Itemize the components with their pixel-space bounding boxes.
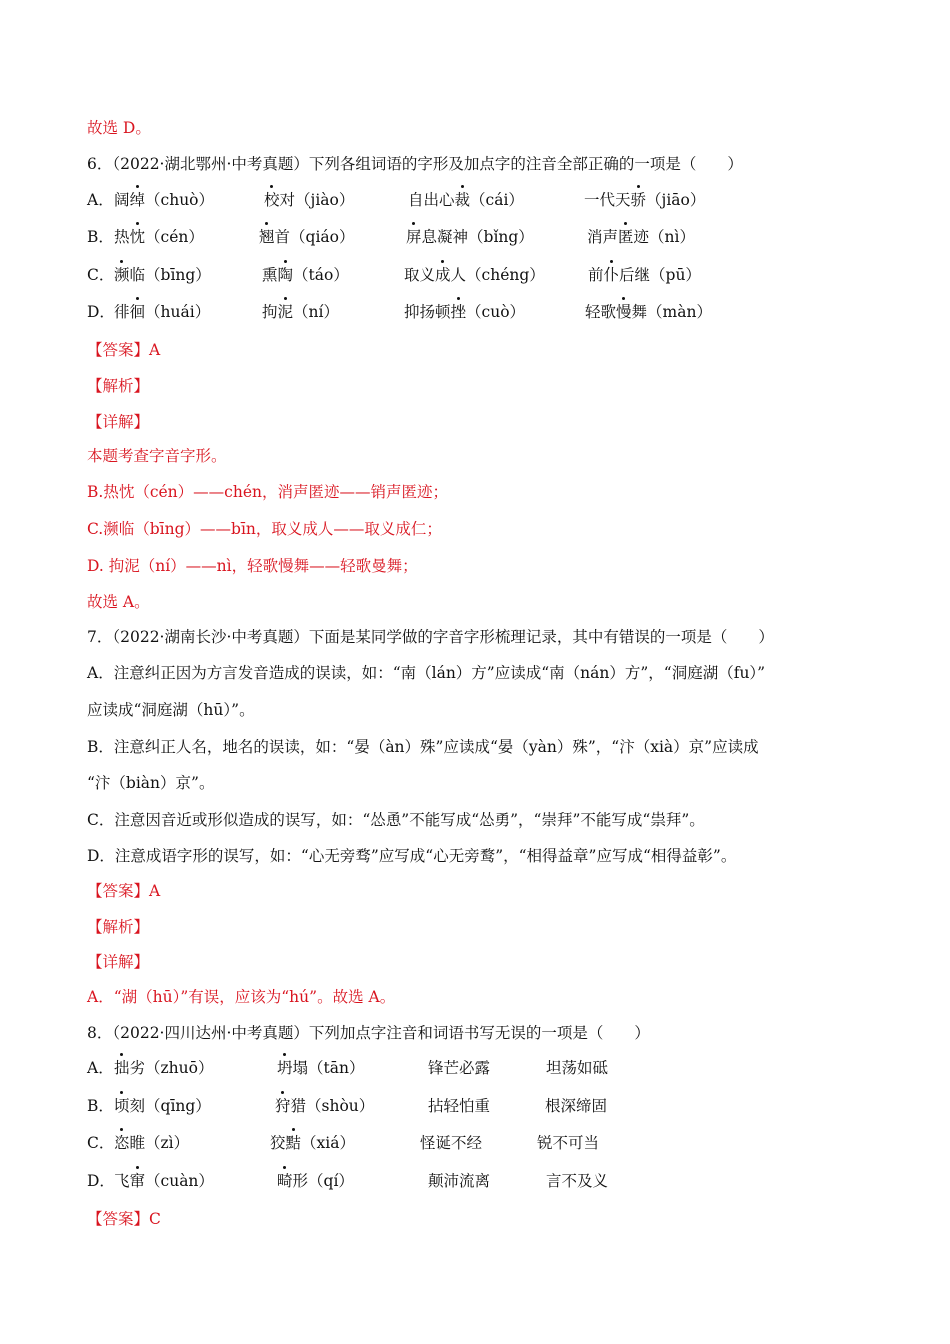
option-text: 塌（tān） [292, 1059, 365, 1077]
option-item [545, 1096, 607, 1116]
dotted-character: 徊 [129, 303, 146, 321]
option-text: 对（jiào） [279, 191, 355, 209]
dotted-character: 匿 [618, 228, 634, 246]
dotted-character: 狩 [275, 1097, 291, 1115]
q7-option-line: 应读成“洞庭湖（hū）”。 [87, 701, 255, 719]
dotted-character: 屏 [406, 228, 422, 246]
option-text: 热 [114, 228, 130, 246]
q7-analysis-tag: 【解析】 [87, 918, 150, 936]
option-item [585, 302, 712, 322]
option-item [408, 190, 524, 210]
q7-detail-tag: 【详解】 [87, 953, 150, 971]
option-item [588, 265, 701, 285]
dotted-character: 泥 [277, 303, 294, 321]
previous-conclusion: 故选 D。 [87, 119, 151, 137]
option-text: 阔 [114, 191, 130, 209]
option-item [277, 1171, 354, 1191]
option-text: （cén） [145, 228, 204, 246]
option-text: 后继（pū） [619, 266, 701, 284]
option-text: 人（chéng） [450, 266, 545, 284]
answer-value: C [149, 1210, 161, 1228]
option-label: D． [87, 1172, 115, 1190]
q6-stem: 6．（2022·湖北鄂州·中考真题）下列各组词语的字形及加点字的注音全部正确的一项是（ ） [87, 155, 743, 173]
option-label: A． [87, 1059, 114, 1077]
option-item [406, 227, 534, 247]
option-text: 迹（nì） [633, 228, 695, 246]
option-text: 形（qí） [292, 1172, 354, 1190]
option-label: B． [87, 228, 114, 246]
option-text: 轻歌 [585, 303, 617, 321]
option-text: 睢（zì） [129, 1134, 190, 1152]
option-text: 拈轻怕重 [428, 1097, 491, 1115]
option-item [428, 1171, 490, 1191]
q6-detail-line: 本题考查字音字形。 [87, 447, 227, 465]
option-text: 锋芒必露 [428, 1059, 491, 1077]
q7-detail-line: A．“湖（hū）”有误，应该为“hú”。故选 A。 [87, 988, 396, 1006]
option-text: 坦荡如砥 [546, 1059, 609, 1077]
q7-option-line: B．注意纠正人名，地名的误读，如：“晏（àn）殊”应读成“晏（yàn）殊”，“汴（xià）京”应读成 [87, 738, 759, 756]
q6-detail-line: 故选 A。 [87, 593, 150, 611]
option-text: （huái） [145, 303, 211, 321]
option-text: 言不及义 [546, 1172, 609, 1190]
option-item [428, 1096, 490, 1116]
option-text: 熏 [262, 266, 278, 284]
dotted-character: 慢 [616, 303, 632, 321]
q7-answer [87, 881, 160, 901]
q6-detail-line: B.热忱（cén）——chén，消声匿迹——销声匿迹； [87, 483, 448, 501]
q6-answer [87, 340, 160, 360]
dotted-character: 坍 [277, 1059, 293, 1077]
dotted-character: 忱 [129, 228, 146, 246]
option-item [114, 1096, 211, 1116]
option-text: 息凝神（bǐng） [421, 228, 534, 246]
dotted-character: 窜 [129, 1172, 146, 1190]
q6-detail-line: D. 拘泥（ní）——nì，轻歌慢舞——轻歌曼舞； [87, 557, 418, 575]
dotted-character: 挫 [450, 303, 467, 321]
option-item [114, 1058, 213, 1078]
option-item [114, 227, 204, 247]
option-item [114, 1171, 214, 1191]
dotted-character: 校 [264, 191, 280, 209]
q7-option-line: A．注意纠正因为方言发音造成的误读，如：“南（lán）方”应读成“南（nán）方”，“洞庭湖（fu）” [87, 664, 766, 682]
option-text: （chuò） [145, 191, 215, 209]
q6-detail-line: C.濒临（bīng）——bīn，取义成人——取义成仁； [87, 520, 442, 538]
q8-stem: 8．（2022·四川达州·中考真题）下列加点字注音和词语书写无误的一项是（ ） [87, 1024, 650, 1042]
dotted-character: 拙 [114, 1059, 130, 1077]
dotted-character: 成 [435, 266, 451, 284]
dotted-character: 陶 [277, 266, 294, 284]
answer-tag: 【答案】 [87, 882, 150, 900]
option-text: 怪诞不经 [420, 1134, 483, 1152]
option-text: 抑扬顿 [404, 303, 451, 321]
option-text: 锐不可当 [537, 1134, 600, 1152]
option-text: 狡 [270, 1134, 286, 1152]
option-item [420, 1133, 482, 1153]
dotted-character: 黠 [285, 1134, 302, 1152]
dotted-character: 濒 [114, 266, 130, 284]
option-item [114, 1133, 189, 1153]
answer-tag: 【答案】 [87, 1210, 150, 1228]
q7-option-line: “汴（biàn）京”。 [87, 774, 215, 792]
dotted-character: 翘 [259, 228, 275, 246]
dotted-character: 顷 [114, 1097, 130, 1115]
option-item [277, 1058, 364, 1078]
dotted-character: 畸 [277, 1172, 293, 1190]
dotted-character: 裁 [454, 191, 471, 209]
option-text: 徘 [114, 303, 130, 321]
option-text: 临（bīng） [129, 266, 211, 284]
option-text: 劣（zhuō） [129, 1059, 214, 1077]
option-item [262, 265, 349, 285]
q6-analysis-tag: 【解析】 [87, 377, 150, 395]
dotted-character: 绰 [129, 191, 146, 209]
option-text: 一代天 [584, 191, 631, 209]
dotted-character: 恣 [114, 1134, 130, 1152]
option-text: 刻（qīng） [129, 1097, 211, 1115]
option-label: C． [87, 266, 115, 284]
q7-option-line: C．注意因音近或形似造成的误写，如：“怂恿”不能写成“怂勇”，“崇拜”不能写成“祟拜”。 [87, 811, 705, 829]
option-text: （jiāo） [646, 191, 706, 209]
option-item [259, 227, 354, 247]
option-text: 飞 [114, 1172, 130, 1190]
option-item [537, 1133, 599, 1153]
option-text: 猎（shòu） [290, 1097, 375, 1115]
option-text: 根深缔固 [545, 1097, 608, 1115]
option-item [404, 265, 545, 285]
option-label: D． [87, 303, 115, 321]
q8-answer [87, 1209, 161, 1229]
q7-stem: 7．（2022·湖南长沙·中考真题）下面是某同学做的字音字形梳理记录，其中有错误的一项是（ ） [87, 628, 774, 646]
option-label: B． [87, 1097, 114, 1115]
option-text: 消声 [587, 228, 619, 246]
option-item [264, 190, 354, 210]
option-label: A． [87, 191, 114, 209]
option-item [275, 1096, 374, 1116]
q7-option-line: D．注意成语字形的误写，如：“心无旁骛”应写成“心无旁鹜”，“相得益章”应写成“相得益彰”。 [87, 847, 737, 865]
option-item [428, 1058, 490, 1078]
option-item [114, 190, 214, 210]
option-item [270, 1133, 355, 1153]
option-text: 颠沛流离 [428, 1172, 491, 1190]
answer-value: A [149, 882, 161, 900]
option-text: 自出心 [408, 191, 455, 209]
option-item [262, 302, 339, 322]
option-text: 取义 [404, 266, 436, 284]
option-text: 拘 [262, 303, 278, 321]
option-text: （ní） [293, 303, 339, 321]
option-label: C． [87, 1134, 115, 1152]
answer-tag: 【答案】 [87, 341, 150, 359]
option-text: （cuàn） [145, 1172, 214, 1190]
option-text: 前 [588, 266, 604, 284]
answer-value: A [149, 341, 161, 359]
option-item [546, 1171, 608, 1191]
option-item [114, 265, 211, 285]
option-text: （xiá） [301, 1134, 355, 1152]
option-text: 首（qiáo） [274, 228, 355, 246]
option-text: （cái） [470, 191, 524, 209]
option-item [587, 227, 695, 247]
dotted-character: 骄 [630, 191, 647, 209]
dotted-character: 仆 [603, 266, 620, 284]
option-text: （táo） [293, 266, 349, 284]
q6-detail-tag: 【详解】 [87, 413, 150, 431]
option-item [404, 302, 525, 322]
option-item [546, 1058, 608, 1078]
option-text: 舞（màn） [631, 303, 712, 321]
option-text: （cuò） [466, 303, 526, 321]
option-item [114, 302, 210, 322]
option-item [584, 190, 705, 210]
